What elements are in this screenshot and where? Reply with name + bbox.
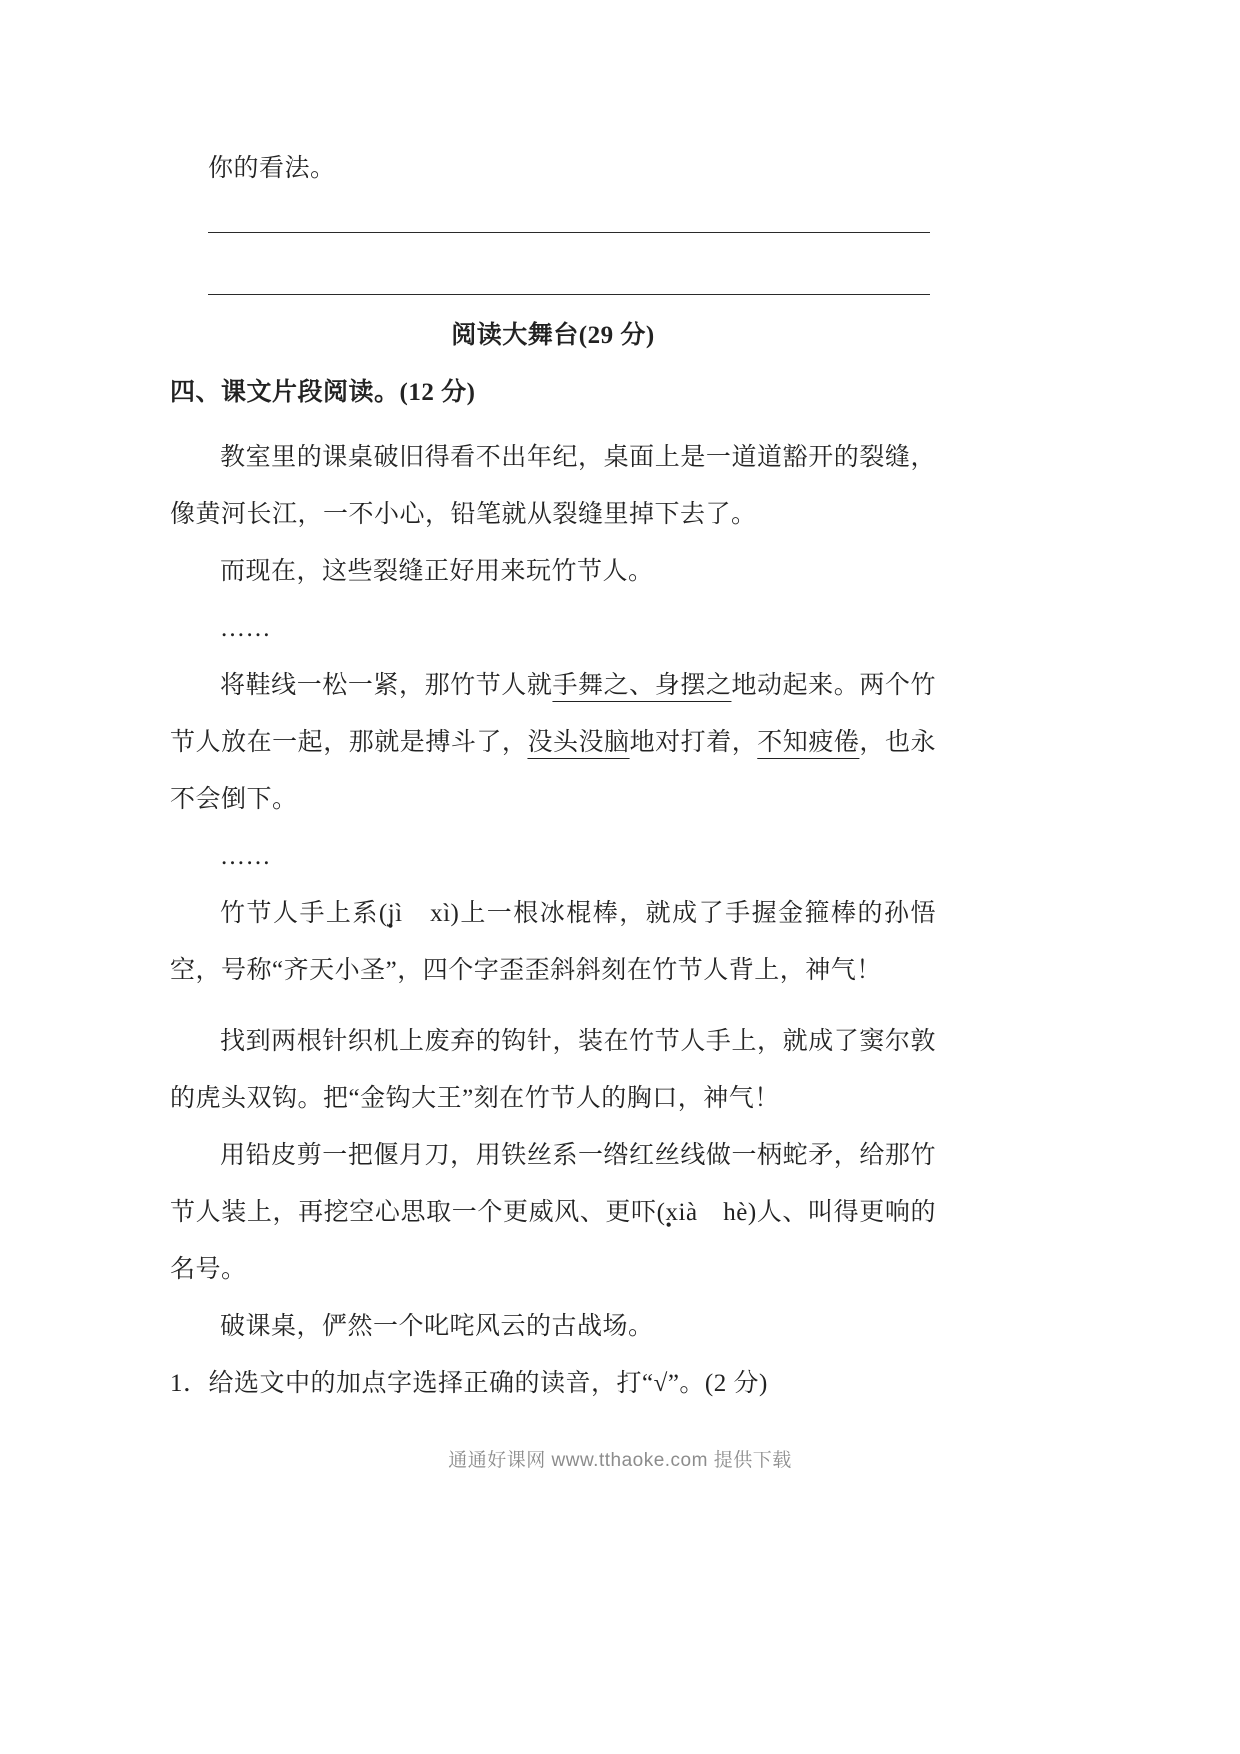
passage-text: 将鞋线一松一紧，那竹节人就 (220, 672, 553, 699)
passage-text: 地动起来。两个竹节人放在一起，那就是搏斗了， (170, 672, 936, 756)
underlined-phrase: 没头没脑 (527, 729, 630, 756)
intro-text: 你的看法。 (208, 155, 336, 182)
question4-title: 四、课文片段阅读。(12 分) (170, 379, 476, 406)
passage-text: 地对打着， (629, 729, 758, 756)
emphasized-char: 吓 (631, 1199, 657, 1226)
passage-text: (xià hè)人、叫得更响的名号。 (170, 1199, 936, 1283)
passage-paragraph-5: 找到两根针织机上废弃的钩针，装在竹节人手上，就成了窦尔敦的虎头双钩。把“金钩大王”刻在竹节人的胸口，神气！ (170, 1028, 936, 1112)
passage-text: 用铅皮剪一把偃月刀，用铁丝系一绺红丝线做一柄蛇矛，给那竹节人装上，再挖空心思取一个更威风、更 (170, 1142, 936, 1226)
content-area (170, 140, 936, 1412)
question-1: 1．给选文中的加点字选择正确的读音，打“√”。(2 分) (170, 1370, 768, 1397)
underlined-phrase: 手舞之、身摆之 (552, 672, 732, 699)
section-heading: 阅读大舞台(29 分) (451, 322, 655, 349)
answer-blank-line (208, 232, 930, 233)
passage-paragraph-6 (170, 1127, 936, 1298)
passage-ellipsis-2: …… (220, 843, 271, 870)
passage-paragraph-7: 破课桌，俨然一个叱咤风云的古战场。 (220, 1313, 654, 1340)
passage-text: ，也永不会倒下。 (170, 729, 936, 813)
passage-paragraph-4 (170, 885, 936, 999)
passage-ellipsis-1: …… (220, 615, 271, 642)
passage-paragraph-3 (170, 657, 936, 828)
underlined-phrase: 不知疲倦 (757, 729, 860, 756)
page-footer: 通通好课网 www.tthaoke.com 提供下载 (448, 1450, 792, 1471)
answer-blank-line (208, 294, 930, 295)
passage-paragraph-2: 而现在，这些裂缝正好用来玩竹节人。 (220, 558, 654, 585)
passage-text: 竹节人手上 (220, 900, 353, 927)
emphasized-char: 系 (352, 900, 379, 927)
passage-paragraph-1: 教室里的课桌破旧得看不出年纪，桌面上是一道道豁开的裂缝，像黄河长江，一不小心，铅笔就从裂缝里掉下去了。 (170, 444, 936, 528)
passage-text: (jì xì)上一根冰棍棒，就成了手握金箍棒的孙悟空，号称“齐天小圣”，四个字歪歪斜斜刻在竹节人背上，神气！ (170, 900, 936, 984)
